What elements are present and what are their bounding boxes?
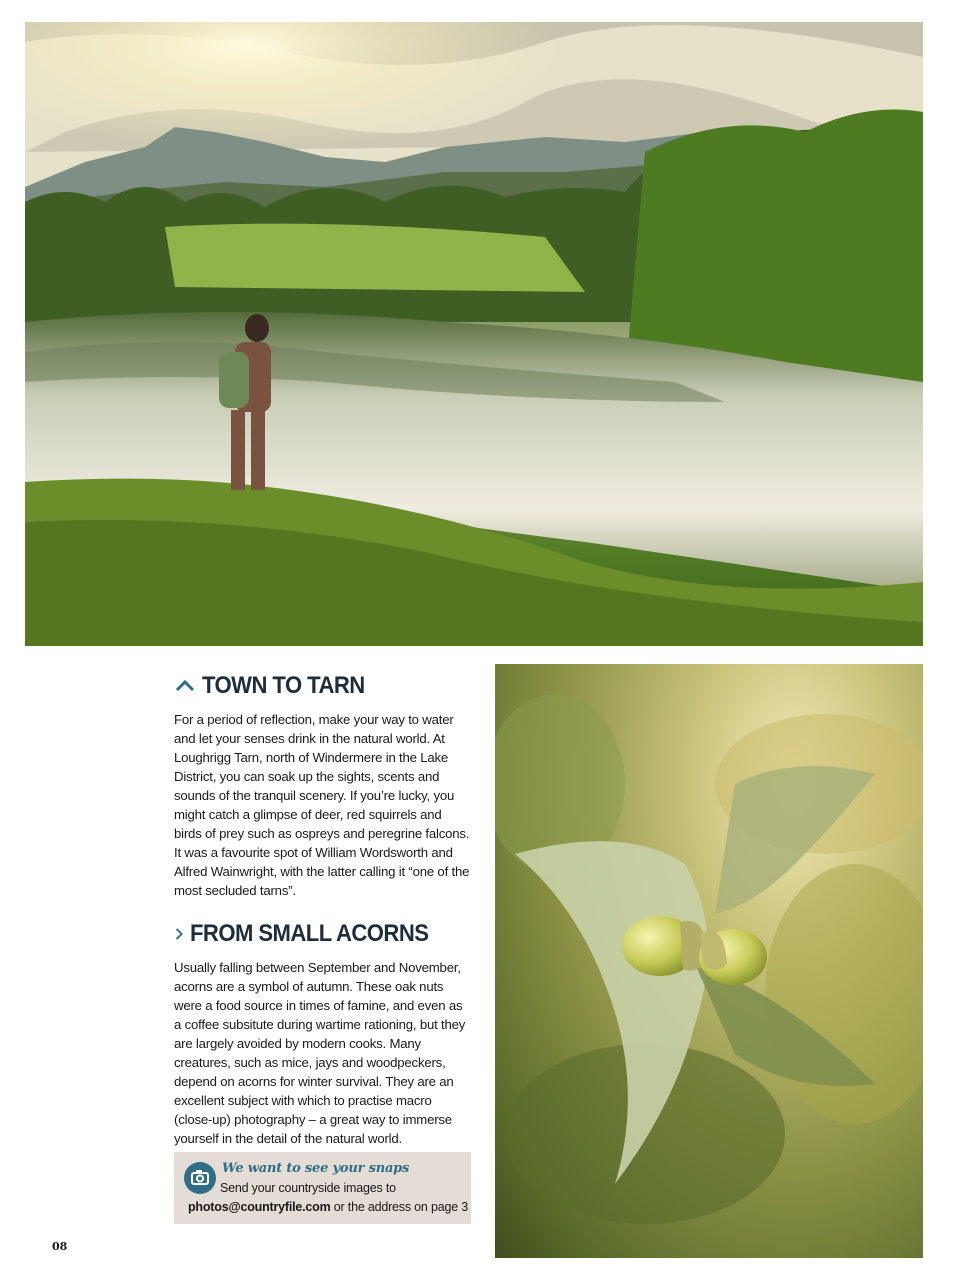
section-body: Usually falling between September and November, acorns are a symbol of autumn. These oak nuts were a food source in times of famine, and even as a coffee subsitute during wartime rationing, but they are largely avoided by modern cooks. Many creatures, such as mice, jays and woodpeckers, depend on acorns for winter survival. They are an excellent subject with which to practise macro (close-up) photography – a great way to immerse yourself in the detail of the natural world. [174, 960, 466, 1146]
section-title: TOWN TO TARN [202, 672, 365, 699]
acorn-photo-illustration [495, 664, 923, 1258]
acorn-photo [495, 664, 923, 1258]
section-town-to-tarn [174, 672, 472, 900]
snaps-instructions: Send your countryside images to [220, 1181, 396, 1195]
section-body: For a period of reflection, make your way to water and let your senses drink in the natural world. At Loughrigg Tarn, north of Windermere in the Lake District, you can soak up the sights, scents and sounds of the tranquil scenery. If you’re lucky, you might catch a glimpse of deer, red squirrels and birds of prey such as ospreys and peregrine falcons. It was a favourite spot of William Wordsworth and Alfred Wainwright, with the latter calling it “one of the most secluded tarns”. [174, 712, 470, 898]
page-number: 08 [52, 1240, 68, 1253]
hero-photo [25, 22, 923, 646]
section-from-small-acorns [174, 920, 472, 1148]
hero-photo-illustration [25, 22, 923, 646]
section-heading [174, 920, 472, 948]
chevron-right-icon [174, 924, 188, 944]
snaps-address-line [188, 1200, 468, 1214]
snaps-title: We want to see your snaps [222, 1161, 410, 1176]
camera-icon [184, 1162, 216, 1194]
section-heading [174, 672, 472, 700]
chevron-up-icon [174, 676, 196, 696]
snaps-address-rest: or the address on page 3 [330, 1200, 468, 1214]
snaps-callout [174, 1152, 471, 1224]
snaps-email-link[interactable]: photos@countryfile.com [188, 1200, 331, 1214]
section-title: FROM SMALL ACORNS [190, 920, 429, 947]
